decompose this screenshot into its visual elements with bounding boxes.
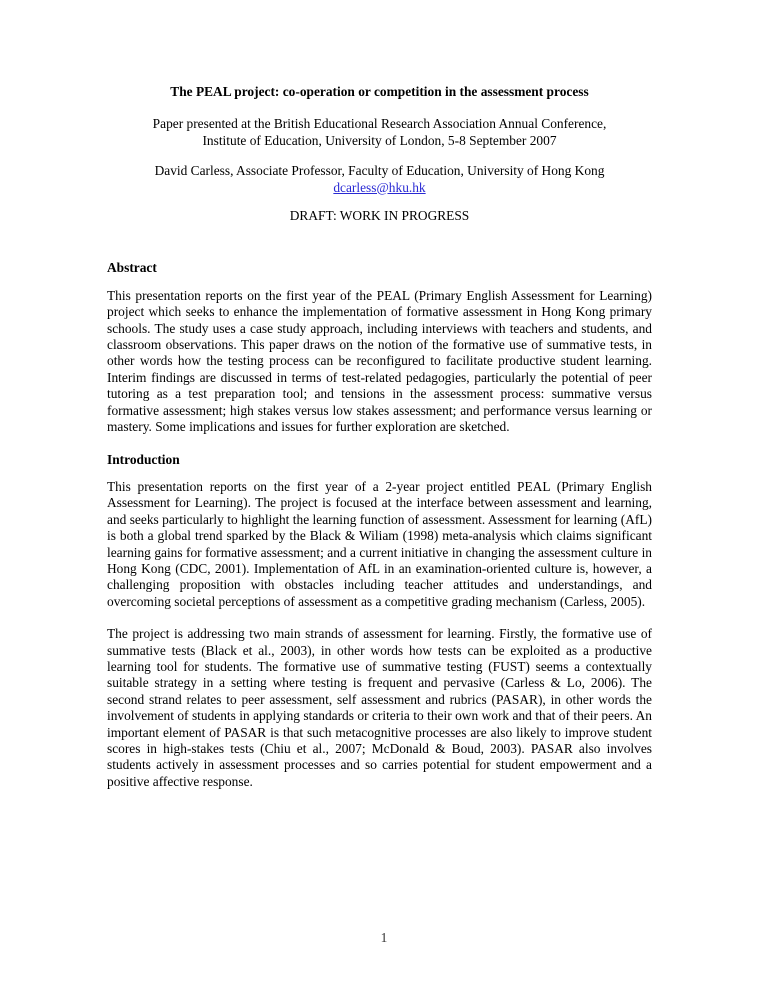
email-link[interactable]: dcarless@hku.hk (333, 179, 426, 195)
conference-info (107, 116, 652, 149)
page-number: 1 (380, 930, 388, 945)
introduction-paragraph-2: The project is addressing two main strands of assessment for learning. Firstly, the formative use of summative tests (Black et al., 2003), in other words how tests can be exploited as a productive learning tool for students. The formative use of summative testing (FUST) seems a contextually suitable strategy in a setting where testing is frequent and pervasive (Carless & Lo, 2006). The second strand relates to peer assessment, self assessment and rubrics (PASAR), in other words the involvement of students in applying standards or criteria to their own work and that of their peers. An important element of PASAR is that such metacognitive processes are also likely to improve student scores in high-stakes tests (Chiu et al., 2007; McDonald & Boud, 2003). PASAR also involves students actively in assessment processes and so carries potential for student empowerment and a positive affective response. (107, 626, 652, 789)
conference-line-1: Paper presented at the British Educational Research Association Annual Conference, (152, 116, 607, 132)
page-title: The PEAL project: co-operation or competition in the assessment process (170, 84, 589, 99)
draft-notice: DRAFT: WORK IN PROGRESS (289, 208, 470, 224)
email-line (107, 180, 652, 196)
author-block (107, 163, 652, 196)
heading-abstract: Abstract (107, 260, 157, 276)
conference-line-2: Institute of Education, University of London, 5-8 September 2007 (202, 132, 557, 148)
abstract-paragraph: This presentation reports on the first year of the PEAL (Primary English Assessment for Learning) project which seeks to enhance the implementation of formative assessment in Hong Kong primary schools. The study uses a case study approach, including interviews with teachers and students, and classroom observations. This paper draws on the notion of the formative use of summative tests, in other words how the testing process can be reconfigured to facilitate productive student learning. Interim findings are discussed in terms of test-related pedagogies, particularly the potential of peer tutoring as a test preparation tool; and tensions in the assessment process: summative versus formative assessment; high stakes versus low stakes assessment; and performance versus learning or mastery. Some implications and issues for further exploration are sketched. (107, 287, 652, 435)
heading-introduction: Introduction (107, 451, 180, 467)
introduction-paragraph-1: This presentation reports on the first year of a 2-year project entitled PEAL (Primary English Assessment for Learning). The project is focused at the interface between assessment and learning, and seeks particularly to highlight the learning function of assessment. Assessment for learning (AfL) is both a global trend sparked by the Black & Wiliam (1998) meta-analysis which claims significant learning gains for formative assessment; and a current initiative in changing the assessment culture in Hong Kong (CDC, 2001). Implementation of AfL in an examination-oriented culture is, however, a challenging proposition with obstacles including teacher attitudes and understandings, and overcoming societal perceptions of assessment as a competitive grading mechanism (Carless, 2005). (107, 478, 652, 609)
author-line: David Carless, Associate Professor, Faculty of Education, University of Hong Kong (154, 163, 605, 179)
